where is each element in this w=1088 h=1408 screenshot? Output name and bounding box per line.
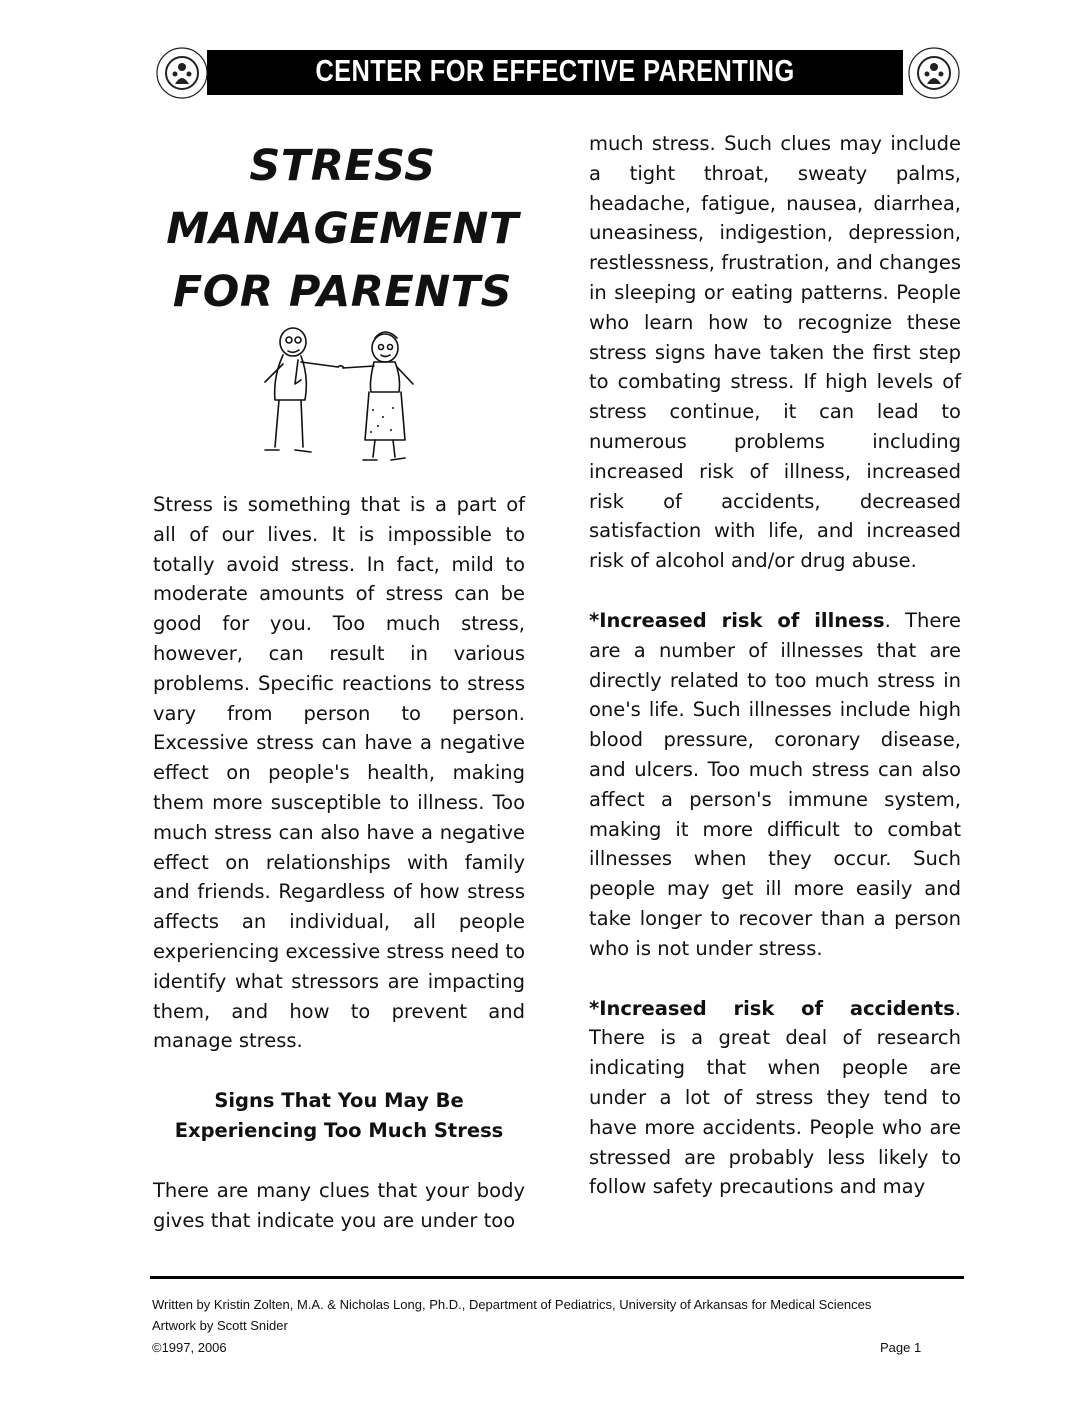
accidents-body: . There is a great deal of research indicating that when people are under a lot of stress they tend to have more accidents. People who are stressed are probably less likely to follow safety precautions and may — [589, 996, 961, 1199]
section-heading-line: Signs That You May Be — [214, 1089, 464, 1113]
footer-artwork-credit: Artwork by Scott Snider — [152, 1318, 288, 1333]
document-title — [150, 135, 535, 324]
parents-cartoon-illustration — [243, 322, 443, 472]
illness-lead: *Increased risk of illness — [589, 608, 885, 632]
center-logo-icon — [907, 46, 961, 100]
header-banner — [207, 50, 903, 95]
title-line: MANAGEMENT — [166, 204, 519, 254]
footer-authors: Written by Kristin Zolten, M.A. & Nicholas Long, Ph.D., Department of Pediatrics, University of Arkansas for Medical Sciences — [152, 1297, 872, 1312]
footer-copyright: ©1997, 2006 — [152, 1340, 227, 1355]
accidents-lead: *Increased risk of accidents — [589, 996, 955, 1020]
signs-paragraph-continued: much stress. Such clues may include a tight throat, sweaty palms, headache, fatigue, nausea, diarrhea, uneasiness, indigestion, depression, restlessness, frustration, and changes in sleeping or eating patterns. People who learn how to recognize these stress signs have taken the first step to combating stress. If high levels of stress continue, it can lead to numerous problems including increased risk of illness, increased risk of accidents, decreased satisfaction with life, and increased risk of alcohol and/or drug abuse. — [589, 132, 961, 573]
title-line: STRESS — [249, 141, 436, 191]
intro-paragraph: Stress is something that is a part of all of our lives. It is impossible to totally avoid stress. In fact, mild to moderate amounts of stress can be good for you. Too much stress, however, can result in various problems. Specific reactions to stress vary from person to person. Excessive stress can have a negative effect on people's health, making them more susceptible to illness. Too much stress can also have a negative effect on relationships with family and friends. Regardless of how stress affects an individual, all people experiencing excessive stress need to identify what stressors are impacting them, and how to prevent and manage stress. — [153, 493, 525, 1053]
left-column — [153, 490, 525, 1235]
page-number: Page 1 — [880, 1340, 922, 1355]
section-heading-line: Experiencing Too Much Stress — [174, 1118, 504, 1142]
signs-paragraph-start: There are many clues that your body gives that indicate you are under too — [153, 1178, 525, 1232]
illness-body: . There are a number of illnesses that are directly related to too much stress in one's life. Such illnesses include high blood pressure, coronary disease, and ulcers. Too much stress can also affect a person's immune system, making it more difficult to combat illnesses when they occur. Such people may get ill more easily and take longer to recover than a person who is not under stress. — [589, 608, 961, 960]
center-logo-icon — [155, 46, 209, 100]
illness-paragraph — [589, 606, 961, 964]
accidents-paragraph — [589, 994, 961, 1203]
section-heading — [153, 1086, 525, 1146]
header-title: CENTER FOR EFFECTIVE PARENTING — [315, 53, 795, 88]
title-line: FOR PARENTS — [172, 267, 513, 317]
footer-divider — [150, 1276, 964, 1279]
right-column — [589, 129, 961, 1202]
